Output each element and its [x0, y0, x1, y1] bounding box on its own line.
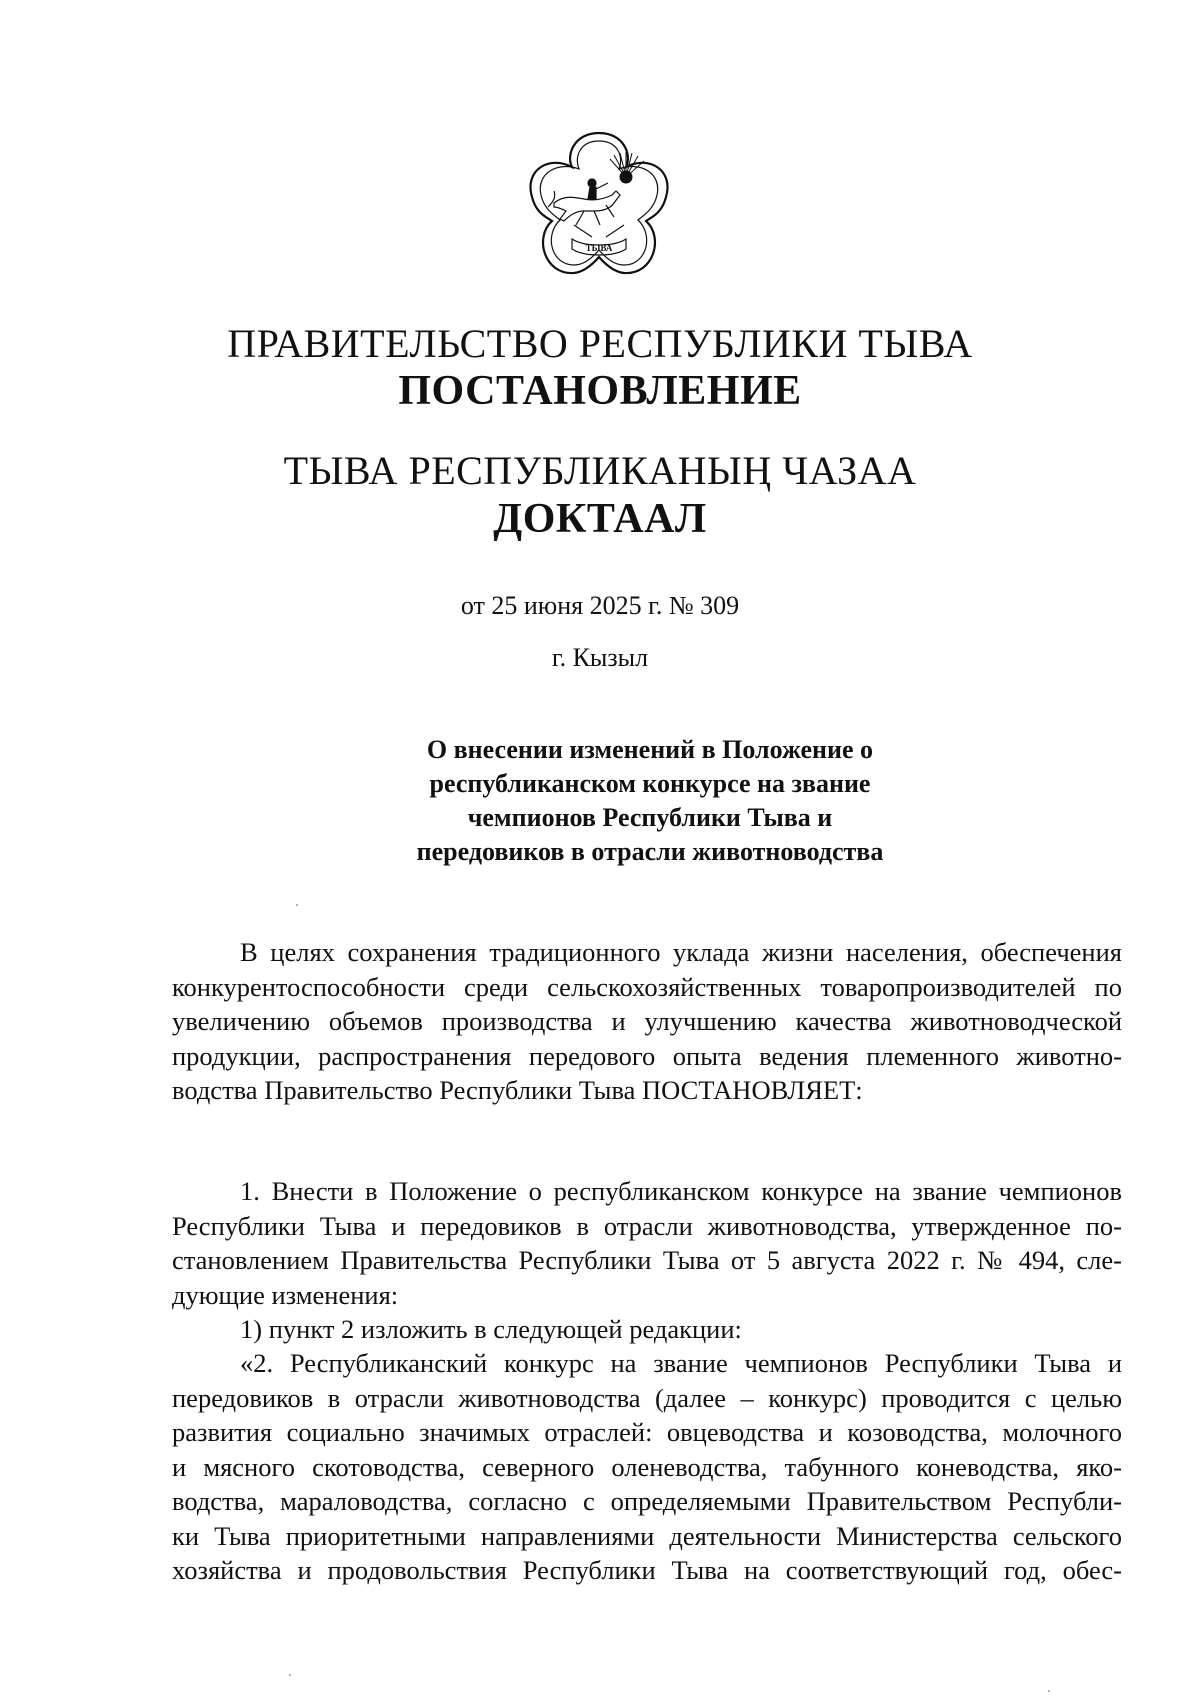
item-1-subitem-1: [172, 1312, 1122, 1347]
title-line: республиканском конкурсе на звание: [429, 769, 871, 798]
paragraph-line: Республики Тыва и передовиков в отрасли животноводства, утвержденное по-: [172, 1210, 1122, 1241]
paragraph-line: конкурентоспособности среди сельскохозяйственных товаропроизводителей по: [172, 971, 1122, 1002]
title-line: передовиков в отрасли животноводства: [416, 837, 884, 866]
paragraph-line: развития социально значимых отраслей: овцеводства и козоводства, молочного: [172, 1417, 1122, 1447]
scan-speck: [289, 1674, 291, 1676]
paragraph-line: становлением Правительства Республики Тыва от 5 августа 2022 г. № 494, сле-: [172, 1245, 1122, 1275]
document-city: г. Кызыл: [551, 643, 649, 672]
paragraph-line: «2. Республиканский конкурс на звание чемпионов Республики Тыва и: [240, 1348, 1122, 1378]
paragraph-line: ки Тыва приоритетными направлениями деятельности Министерства сельского: [172, 1520, 1122, 1551]
document-type-ru: ПОСТАНОВЛЕНИЕ: [398, 368, 802, 414]
scan-speck: [1048, 1690, 1050, 1692]
preamble-paragraph: [172, 935, 1122, 1108]
paragraph-line: водства Правительство Республики Тыва ПОСТАНОВЛЯЕТ:: [172, 1075, 863, 1105]
document-date-number: от 25 июня 2025 г. № 309: [460, 591, 740, 620]
scan-speck: [296, 904, 298, 906]
paragraph-line: увеличению объемов производства и улучшению качества животноводческой: [172, 1006, 1122, 1036]
quoted-item-2-paragraph: [172, 1346, 1122, 1588]
tuva-emblem-icon: [514, 125, 684, 285]
paragraph-line: водства, мараловодства, согласно с определяемыми Правительством Республи-: [172, 1486, 1122, 1516]
paragraph-line: 1) пункт 2 изложить в следующей редакции:: [240, 1314, 742, 1344]
paragraph-line: продукции, распространения передового опыта ведения племенного животно-: [172, 1040, 1122, 1071]
title-line: чемпионов Республики Тыва и: [467, 803, 833, 832]
paragraph-line: 1. Внести в Положение о республиканском конкурсе на звание чемпионов: [240, 1176, 1122, 1206]
title-line: О внесении изменений в Положение о: [426, 735, 874, 764]
paragraph-line: хозяйства и продовольствия Республики Тыва на соответствующий год, обес-: [172, 1555, 1122, 1585]
item-1-paragraph: [172, 1174, 1122, 1312]
paragraph-line: В целях сохранения традиционного уклада жизни населения, обеспечения: [240, 937, 1122, 967]
paragraph-line: и мясного скотоводства, северного оленеводства, табунного коневодства, яко-: [172, 1451, 1122, 1482]
paragraph-line: передовиков в отрасли животноводства (далее – конкурс) проводится с целью: [172, 1382, 1122, 1413]
emblem-ribbon-label: ТЫВА: [585, 243, 613, 253]
paragraph-line: дующие изменения:: [172, 1279, 399, 1310]
document-title: [380, 733, 920, 869]
government-name-ru: ПРАВИТЕЛЬСТВО РЕСПУБЛИКИ ТЫВА: [227, 321, 973, 366]
government-name-tv: ТЫВА РЕСПУБЛИКАНЫҢ ЧАЗАА: [283, 448, 917, 493]
document-type-tv: ДОКТААЛ: [493, 496, 707, 542]
